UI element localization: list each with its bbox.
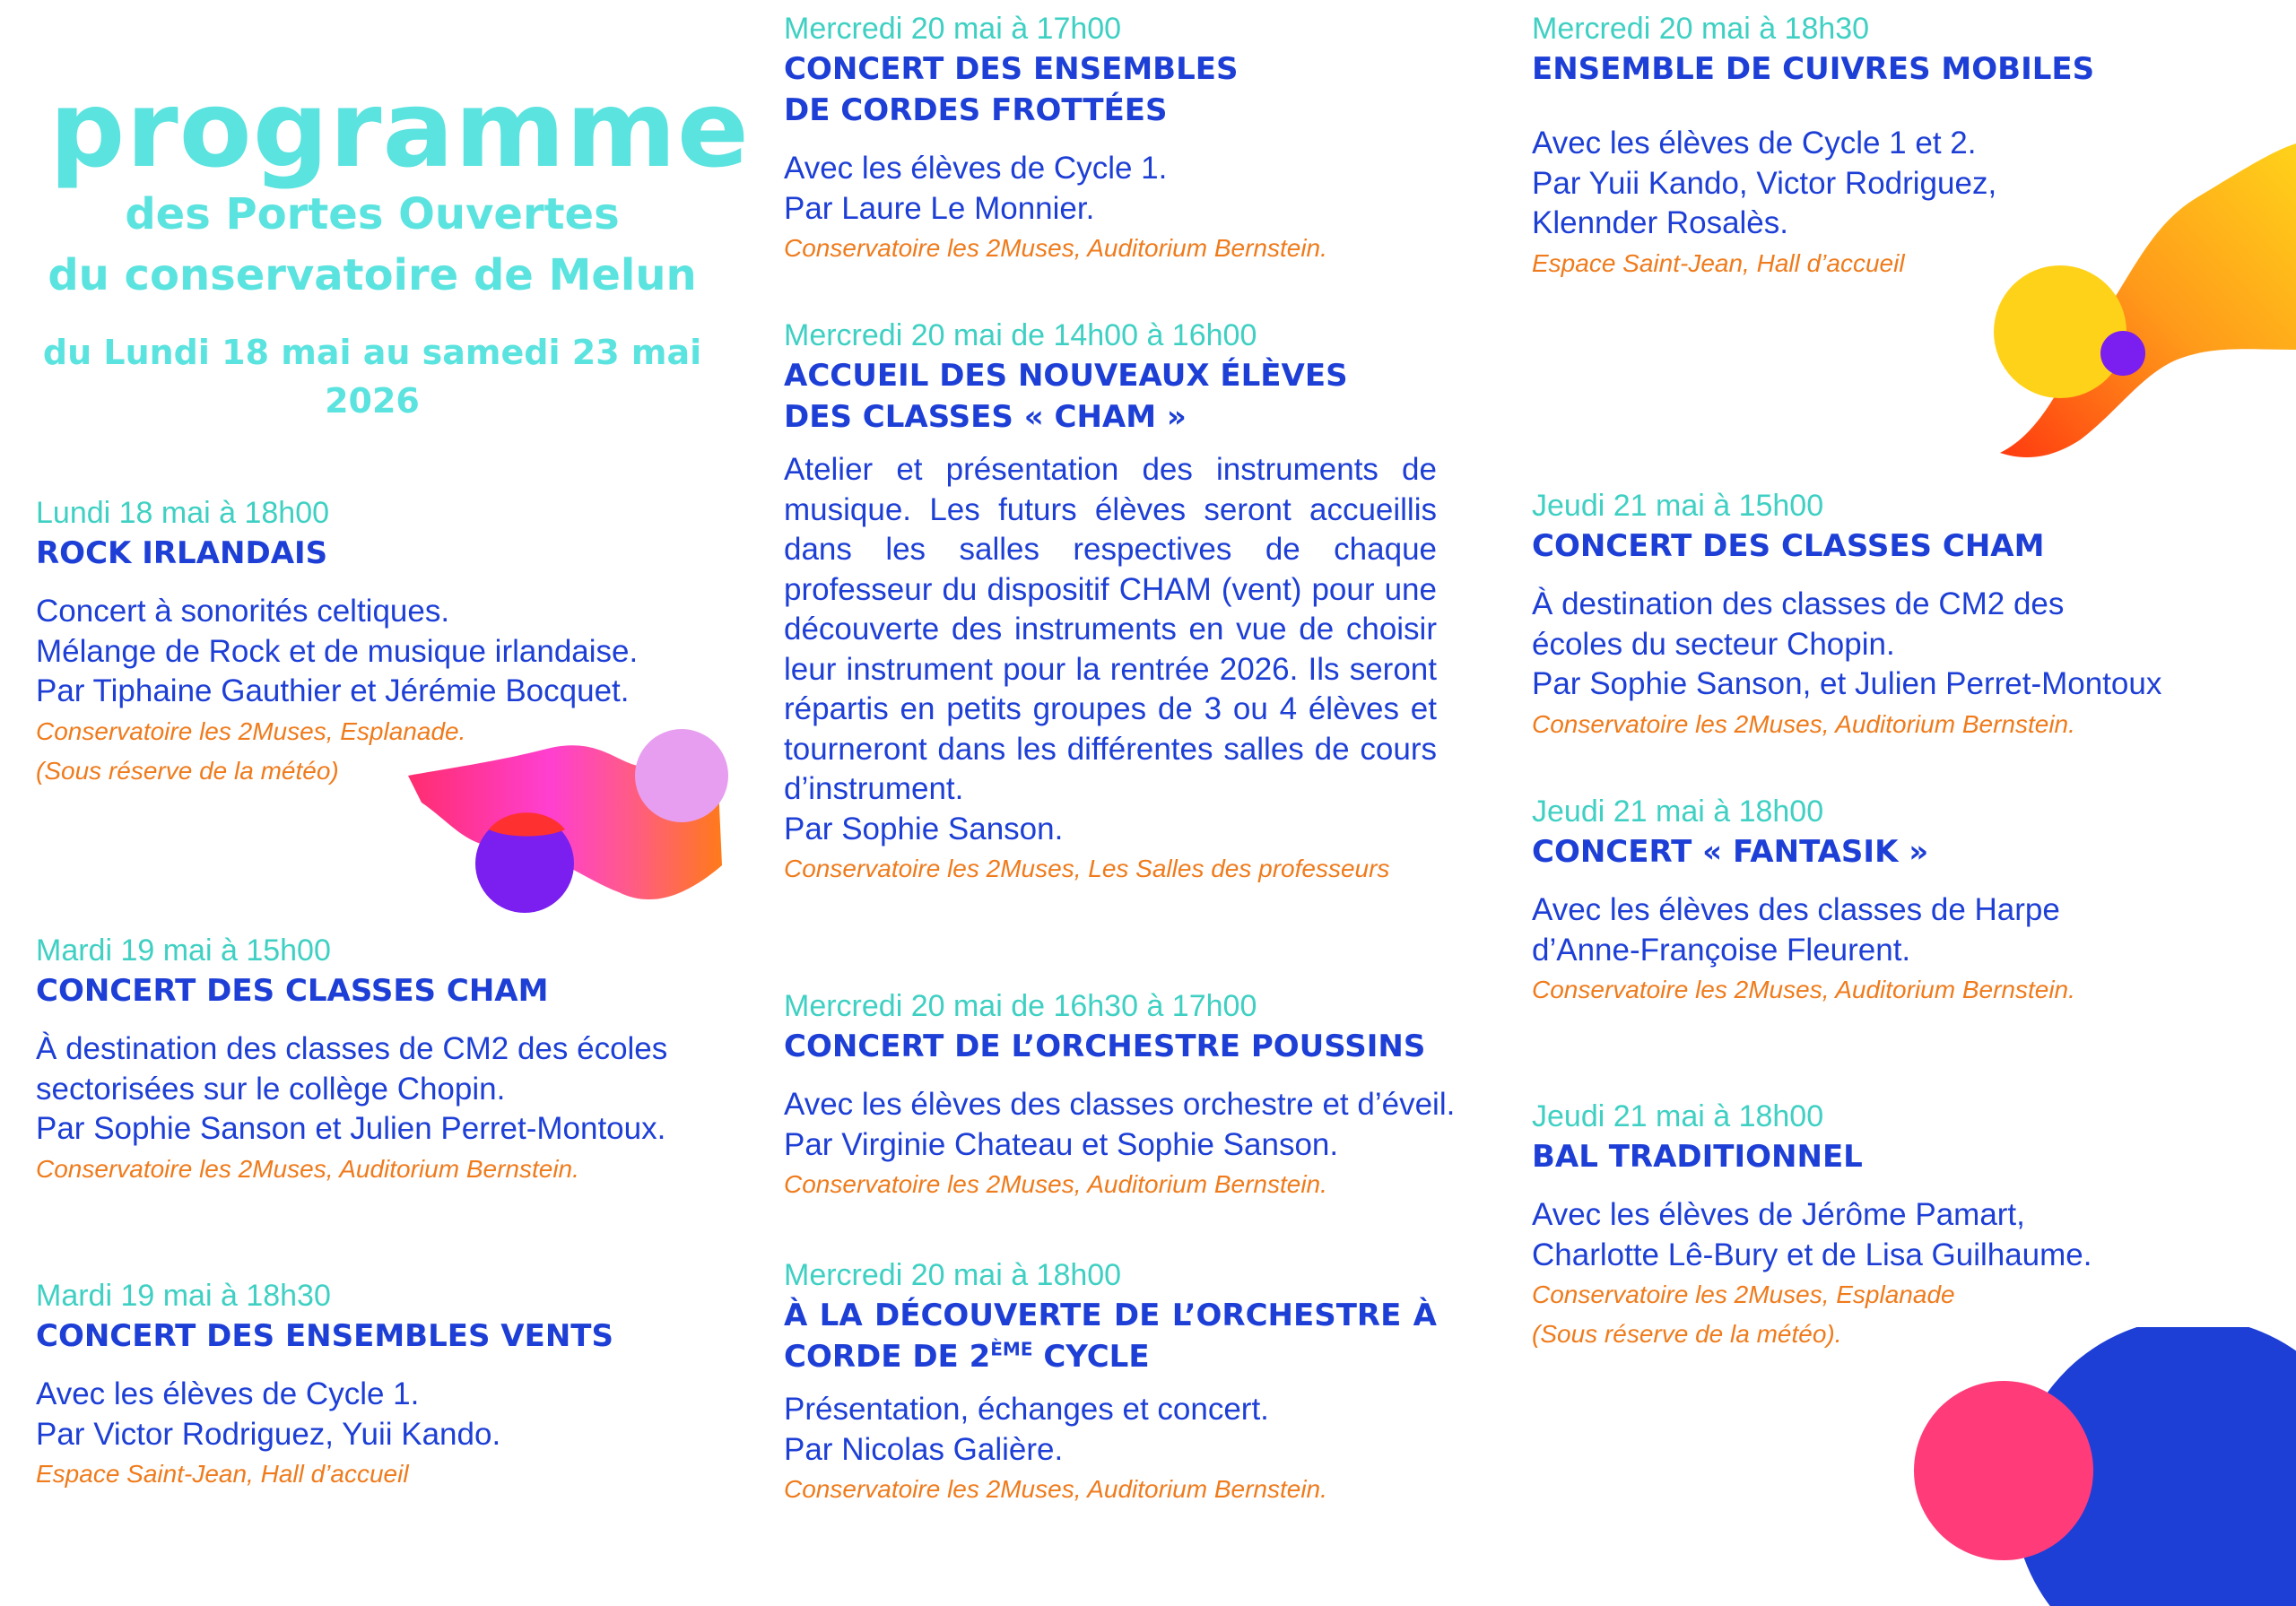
event-location: Espace Saint-Jean, Hall d’accueil — [1532, 248, 1905, 277]
event-date: Jeudi 21 mai à 15h00 — [1532, 489, 1824, 523]
event-location: Conservatoire les 2Muses, Auditorium Bernstein. — [36, 1154, 579, 1183]
event-rock-irlandais — [36, 493, 718, 791]
event-accueil-cham — [784, 316, 1437, 889]
event-ensembles-vents — [36, 1276, 718, 1494]
description-line: Présentation, échanges et concert. — [784, 1392, 1269, 1427]
description-line: sectorisées sur le collège Chopin. — [36, 1071, 506, 1107]
title-part: CYCLE — [1032, 1339, 1150, 1375]
event-description — [36, 1029, 718, 1150]
description-line: Avec les élèves de Jérôme Pamart, — [1532, 1197, 2025, 1232]
description-line: Avec les élèves de Cycle 1 et 2. — [1532, 126, 1977, 161]
event-title: BAL TRADITIONNEL — [1532, 1139, 1863, 1175]
description-line: Avec les élèves des classes de Harpe — [1532, 892, 2060, 927]
event-description — [784, 1390, 1437, 1470]
title-part: CORDE DE 2 — [784, 1339, 991, 1375]
event-location: Conservatoire les 2Muses, Esplanade. — [36, 716, 466, 745]
program-dates: du Lundi 18 mai au samedi 23 mai 2026 — [42, 333, 702, 421]
description-line: d’Anne-Françoise Fleurent. — [1532, 932, 1911, 968]
description-line: À destination des classes de CM2 des — [1532, 586, 2065, 621]
event-note: (Sous réserve de la météo) — [36, 756, 339, 785]
event-note: (Sous réserve de la météo). — [1532, 1320, 1842, 1348]
description-paragraph: Atelier et présentation des instruments de musique. Les futurs élèves seront accueillis dans les salles respectives de chaque professeur du dispositif CHAM (vent) pour une découverte des instruments en vue de choisir leur instrument pour la rentrée 2026. Ils seront répartis en petits groupes de 3 ou 4 élèves et tourneront dans les différentes salles de cours d’instrument. — [784, 452, 1437, 806]
event-date: Jeudi 21 mai à 18h00 — [1532, 794, 1824, 829]
event-date: Mercredi 20 mai de 14h00 à 16h00 — [784, 318, 1257, 352]
event-title: ROCK IRLANDAIS — [36, 535, 328, 571]
event-title: CONCERT DES CLASSES CHAM — [36, 973, 549, 1009]
event-decouverte-orchestre — [784, 1255, 1437, 1509]
description-line: Par Virginie Chateau et Sophie Sanson. — [784, 1126, 1339, 1162]
description-line: Par Yuii Kando, Victor Rodriguez, — [1532, 165, 1997, 201]
event-location: Espace Saint-Jean, Hall d’accueil — [36, 1460, 409, 1488]
description-line: Avec les élèves des classes orchestre et d’éveil. — [784, 1087, 1456, 1122]
description-line: Charlotte Lê-Bury et de Lisa Guilhaume. — [1532, 1237, 2092, 1272]
description-line: Par Sophie Sanson et Julien Perret-Montoux. — [36, 1111, 666, 1146]
description-line: Par Tiphaine Gauthier et Jérémie Bocquet. — [36, 673, 630, 708]
event-title: CONCERT DES ENSEMBLES VENTS — [36, 1318, 613, 1354]
description-line: À destination des classes de CM2 des écoles — [36, 1031, 668, 1066]
event-description — [1532, 124, 2213, 244]
event-description — [36, 592, 718, 712]
event-date: Mercredi 20 mai de 16h30 à 17h00 — [784, 989, 1257, 1023]
event-title: CONCERT DE L’ORCHESTRE POUSSINS — [784, 1029, 1426, 1064]
event-date: Mardi 19 mai à 15h00 — [36, 933, 331, 968]
event-title: ENSEMBLE DE CUIVRES MOBILES — [1532, 51, 2095, 87]
event-orchestre-poussins — [784, 986, 1456, 1204]
description-line: Par Nicolas Galière. — [784, 1431, 1064, 1467]
event-title — [784, 48, 1439, 131]
event-date: Mercredi 20 mai à 18h00 — [784, 1258, 1122, 1292]
program-title: programme — [49, 67, 750, 191]
description-line: Concert à sonorités celtiques. — [36, 594, 450, 629]
event-location: Conservatoire les 2Muses, Les Salles des professeurs — [784, 855, 1390, 882]
subtitle-line-1: des Portes Ouvertes — [125, 189, 620, 239]
event-cham-jeudi — [1532, 486, 2213, 744]
event-description — [784, 450, 1437, 849]
description-line: Klennder Rosalès. — [1532, 205, 1788, 240]
event-location: Conservatoire les 2Muses, Auditorium Bernstein. — [784, 1475, 1327, 1503]
title-superscript: ÈME — [990, 1338, 1033, 1360]
description-line: Avec les élèves de Cycle 1. — [784, 151, 1168, 186]
event-description — [784, 149, 1439, 229]
title-line: À LA DÉCOUVERTE DE L’ORCHESTRE À — [784, 1298, 1437, 1333]
event-date: Jeudi 21 mai à 18h00 — [1532, 1099, 1824, 1133]
event-location: Conservatoire les 2Muses, Auditorium Bernstein. — [1532, 709, 2075, 738]
event-title: CONCERT DES CLASSES CHAM — [1532, 528, 2045, 564]
event-title: CONCERT « FANTASIK » — [1532, 834, 1929, 870]
title-line: ACCUEIL DES NOUVEAUX ÉLÈVES — [784, 358, 1348, 394]
event-date: Mercredi 20 mai à 17h00 — [784, 12, 1122, 46]
title-line: DES CLASSES « CHAM » — [784, 399, 1187, 435]
event-description — [1532, 585, 2213, 705]
description-line: Avec les élèves de Cycle 1. — [36, 1376, 420, 1411]
event-date: Mardi 19 mai à 18h30 — [36, 1279, 331, 1313]
event-fantasik — [1532, 792, 2213, 1010]
description-line: Par Laure Le Monnier. — [784, 190, 1095, 226]
event-title — [784, 1295, 1437, 1377]
event-title — [784, 355, 1437, 438]
title-line — [784, 1336, 1437, 1377]
subtitle-line-2: du conservatoire de Melun — [48, 250, 697, 300]
event-bal-traditionnel — [1532, 1097, 2213, 1354]
description-line: écoles du secteur Chopin. — [1532, 626, 1895, 662]
event-description — [784, 1085, 1456, 1165]
title-line: CONCERT DES ENSEMBLES — [784, 51, 1239, 87]
event-location: Conservatoire les 2Muses, Auditorium Bernstein. — [784, 1170, 1327, 1198]
description-line: Mélange de Rock et de musique irlandaise. — [36, 633, 639, 669]
description-line: Par Victor Rodriguez, Yuii Kando. — [36, 1416, 501, 1452]
event-cordes-frottees — [784, 9, 1439, 268]
event-description — [36, 1375, 718, 1454]
event-location: Conservatoire les 2Muses, Auditorium Bernstein. — [784, 234, 1327, 262]
event-location: Conservatoire les 2Muses, Auditorium Bernstein. — [1532, 976, 2075, 1003]
event-date: Mercredi 20 mai à 18h30 — [1532, 12, 1870, 46]
event-cham-mardi — [36, 931, 718, 1189]
description-line: Par Sophie Sanson. — [784, 811, 1064, 846]
title-line: DE CORDES FROTTÉES — [784, 92, 1168, 128]
event-cuivres-mobiles — [1532, 9, 2213, 283]
event-location: Conservatoire les 2Muses, Esplanade — [1532, 1280, 1955, 1308]
decorative-circles-bottom — [1910, 1327, 2296, 1606]
event-date: Lundi 18 mai à 18h00 — [36, 496, 330, 530]
description-line: Par Sophie Sanson, et Julien Perret-Montoux — [1532, 666, 2162, 701]
program-subtitle — [18, 184, 726, 306]
event-description — [1532, 890, 2213, 970]
event-description — [1532, 1195, 2213, 1275]
